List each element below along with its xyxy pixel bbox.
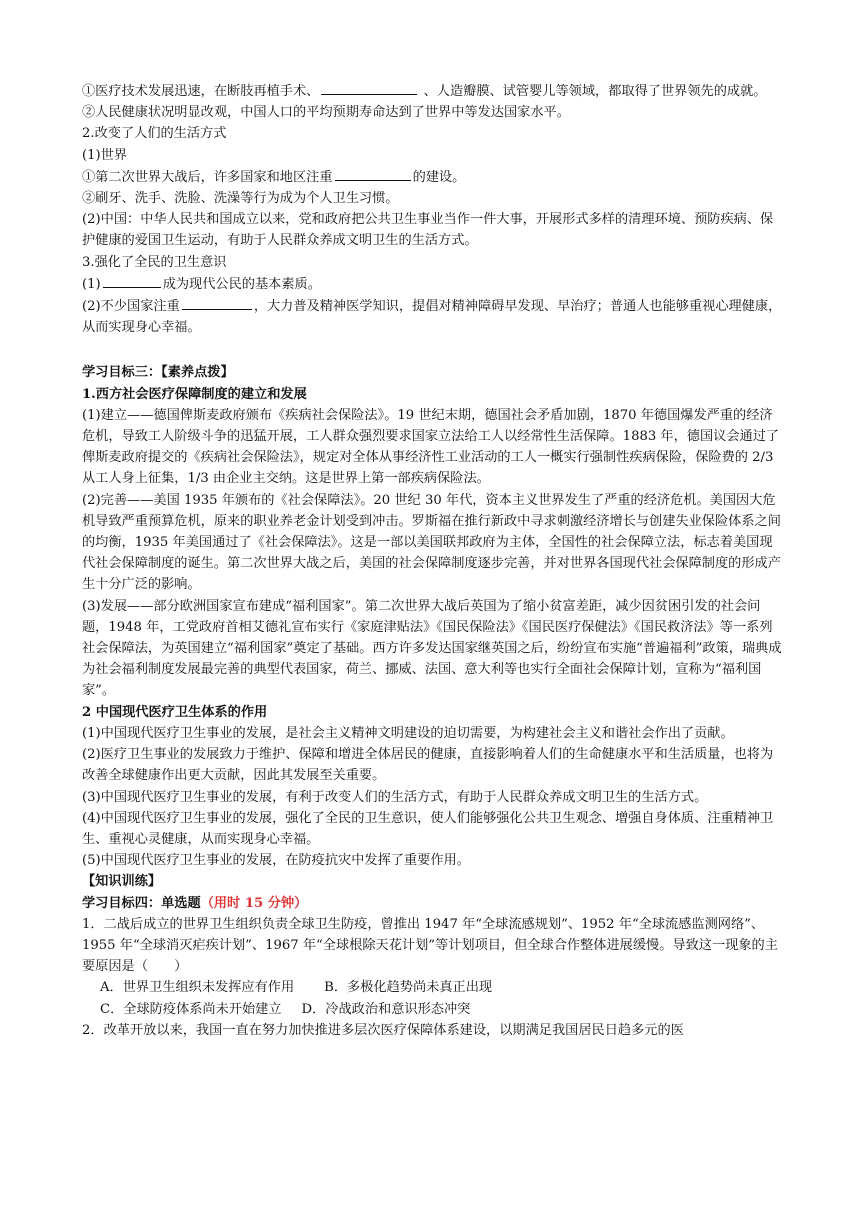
paragraph: (3)中国现代医疗卫生事业的发展，有利于改变人们的生活方式，有助于人民群众养成文明卫生的生活方式。 xyxy=(82,789,708,805)
paragraph: (2)完善——美国 1935 年颁布的《社会保障法》。20 世纪 30 年代，资本主义世界发生了严重的经济危机。美国因大危机导致严重预算危机，原来的职业养老金计划受到冲击。罗斯福在推行新政中寻求刺激经济增长与创建失业保险体系之间的均衡，1935 年美国通过了《社会保障法》。这是一部以美国联邦政府为主体，全国性的社会保障立法，标志着美国现代社会保障制度的诞生。第二次世界大战之后，美国的社会保障制度逐步完善，并对世界各国现代社会保障制度的形成产生十分广泛的影响。 xyxy=(82,492,781,593)
goal4-heading: 学习目标四：单选题（用时 15 分钟） xyxy=(82,895,308,911)
paragraph: ②人民健康状况明显改观，中国人口的平均预期寿命达到了世界中等发达国家水平。 xyxy=(82,105,570,121)
goal3-title: 学习目标三：【素养点拨】 xyxy=(82,365,234,381)
paragraph: ①第二次世界大战后，许多国家和地区注重 的建设。 xyxy=(82,166,782,188)
section-heading: 1.西方社会医疗保障制度的建立和发展 xyxy=(82,386,307,402)
option-d[interactable]: D．冷战政治和意识形态冲突 xyxy=(301,1001,471,1017)
paragraph: (3)发展——部分欧洲国家宣布建成“福利国家”。第二次世界大战后英国为了缩小贫富差距，减少因贫困引发的社会问题，1948 年，工党政府首相艾德礼宣布实行《家庭津贴法》《国民保险法》《国民医疗保健法》《国民救济法》等一系列社会保障法，为英国建立“福利国家”奠定了基础。西方许多发达国家继英国之后，纷纷宣布实施“普遍福利”政策，瑞典成为社会福利制度发展最完善的典型代表国家，荷兰、挪威、法国、意大利等也实行全面社会保障计划，宣称为“福利国家”。 xyxy=(82,598,782,699)
time-note: （用时 15 分钟） xyxy=(200,895,308,911)
paragraph: (2)不少国家注重 ，大力普及精神医学知识，提倡对精神障碍早发现、早治疗；普通人也能够重视心理健康，从而实现身心幸福。 xyxy=(82,295,782,338)
fill-blank[interactable] xyxy=(335,166,411,181)
paragraph: (1)世界 xyxy=(82,147,128,163)
fill-blank[interactable] xyxy=(321,80,417,95)
paragraph: ②刷牙、洗手、洗脸、洗澡等行为成为个人卫生习惯。 xyxy=(82,191,399,207)
options-row xyxy=(82,977,782,998)
option-c[interactable]: C．全球防疫体系尚未开始建立 xyxy=(100,1001,282,1017)
section-heading: 2.改变了人们的生活方式 xyxy=(82,126,227,142)
document-page xyxy=(82,80,782,1041)
section-heading: 2 中国现代医疗卫生体系的作用 xyxy=(82,704,268,720)
paragraph: (2)中国：中华人民共和国成立以来，党和政府把公共卫生事业当作一件大事，开展形式多样的清理环境、预防疾病、保护健康的爱国卫生运动，有助于人民群众养成文明卫生的生活方式。 xyxy=(82,212,774,249)
question: 2．改革开放以来，我国一直在努力加快推进多层次医疗保障体系建设，以期满足我国居民日趋多元的医 xyxy=(82,1022,684,1038)
question: 1．二战后成立的世界卫生组织负责全球卫生防疫，曾推出 1947 年“全球流感规划”、1952 年“全球流感监测网络”、1955 年“全球消灭疟疾计划”、1967 年“全球根除天花计划”等计划项目，但全球合作整体进展缓慢。导致这一现象的主要原因是（ ） xyxy=(82,916,778,975)
paragraph: (1) 成为现代公民的基本素质。 xyxy=(82,273,782,295)
paragraph: (1)中国现代医疗卫生事业的发展，是社会主义精神文明建设的迫切需要，为构建社会主义和谐社会作出了贡献。 xyxy=(82,725,734,741)
fill-blank[interactable] xyxy=(103,273,161,288)
paragraph: (5)中国现代医疗卫生事业的发展，在防疫抗灾中发挥了重要作用。 xyxy=(82,853,470,869)
fill-blank[interactable] xyxy=(182,295,252,310)
options-row xyxy=(82,999,782,1020)
paragraph: (1)建立——德国俾斯麦政府颁布《疾病社会保险法》。19 世纪末期，德国社会矛盾加剧，1870 年德国爆发严重的经济危机，导致工人阶级斗争的迅猛开展，工人群众强烈要求国家立法给工人以经常性生活保障。1883 年，德国议会通过了俾斯麦政府提交的《疾病社会保险法》，规定对全体从事经济性工业活动的工人一概实行强制性疾病保险，保险费的 2/3 从工人身上征集，1/3 由企业主交纳。这是世界上第一部疾病保险法。 xyxy=(82,407,780,487)
paragraph: (4)中国现代医疗卫生事业的发展，强化了全民的卫生意识，使人们能够强化公共卫生观念、增强自身体质、注重精神卫生、重视心灵健康，从而实现身心幸福。 xyxy=(82,810,774,847)
paragraph: ①医疗技术发展迅速，在断肢再植手术、 、人造瓣膜、试管婴儿等领域，都取得了世界领先的成就。 xyxy=(82,80,782,102)
option-a[interactable]: A．世界卫生组织未发挥应有作用 xyxy=(100,980,295,996)
paragraph: (2)医疗卫生事业的发展致力于维护、保障和增进全体居民的健康，直接影响着人们的生命健康水平和生活质量，也将为改善全球健康作出更大贡献，因此其发展至关重要。 xyxy=(82,747,774,784)
section-heading: 3.强化了全民的卫生意识 xyxy=(82,254,227,270)
option-b[interactable]: B．多极化趋势尚未真正出现 xyxy=(324,980,493,996)
training-title: 【知识训练】 xyxy=(82,874,162,890)
